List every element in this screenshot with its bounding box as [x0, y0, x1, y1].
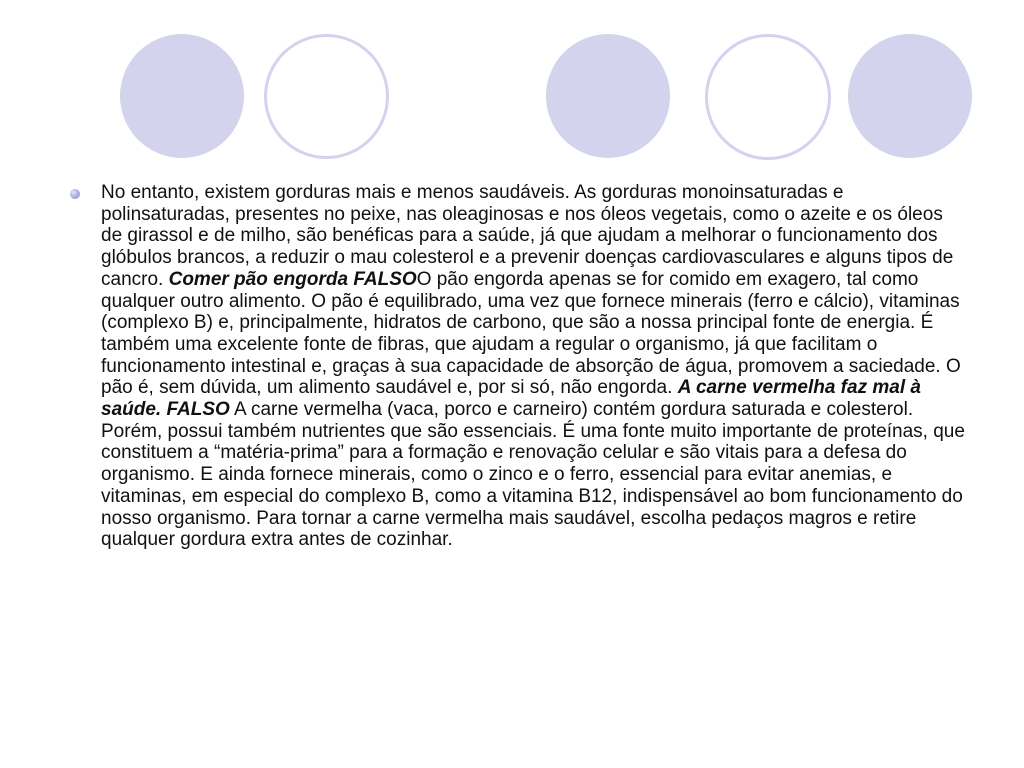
decor-circle-outline-1 [264, 34, 389, 159]
decor-circle-filled-2 [546, 34, 670, 158]
text-segment-1: No entanto, existem gorduras mais e menos saudáveis. As gorduras monoinsaturadas e polinsaturadas, presentes no peixe, nas oleaginosas e nos óleos vegetais, como o azeite e os óleos de girassol e de milho, são benéficas para a saúde, já que ajudam a melhorar o funcionamento dos glóbulos brancos, a reduzir o mau colesterol e a prevenir doenças cardiovasculares e alguns tipos de cancro. [101, 182, 954, 290]
decor-circle-filled-3 [848, 34, 972, 158]
decor-circle-outline-2 [705, 34, 831, 160]
slide-content [70, 182, 966, 551]
bullet-text [101, 182, 966, 551]
inline-heading-bread: Comer pão engorda FALSO [168, 268, 417, 290]
bullet-item [70, 182, 966, 551]
text-segment-3: A carne vermelha (vaca, porco e carneiro) contém gordura saturada e colesterol. Porém, possui também nutrientes que são essenciais. É uma fonte muito importante de proteínas, que constituem a “matéria-prima” para a formação e renovação celular e são vitais para a defesa do organismo. E ainda fornece minerais, como o zinco e o ferro, essencial para evitar anemias, e vitaminas, em especial do complexo B, como a vitamina B12, indispensável ao bom funcionamento do nosso organismo. Para tornar a carne vermelha mais saudável, escolha pedaços magros e retire qualquer gordura extra antes de cozinhar. [101, 399, 965, 551]
decor-circle-filled-1 [120, 34, 244, 158]
bullet-dot-icon [70, 189, 80, 199]
inline-heading-red-meat: A carne vermelha faz mal à saúde. FALSO [101, 377, 921, 421]
text-segment-2: O pão engorda apenas se for comido em exagero, tal como qualquer outro alimento. O pão é equilibrado, uma vez que fornece minerais (ferro e cálcio), vitaminas (complexo B) e, principalmente, hidratos de carbono, que são a nossa principal fonte de energia. É também uma excelente fonte de fibras, que ajudam a regular o organismo, já que facilitam o funcionamento intestinal e, graças à sua capacidade de absorção de água, promovem a saciedade. O pão é, sem dúvida, um alimento saudável e, por si só, não engorda. [101, 268, 961, 399]
